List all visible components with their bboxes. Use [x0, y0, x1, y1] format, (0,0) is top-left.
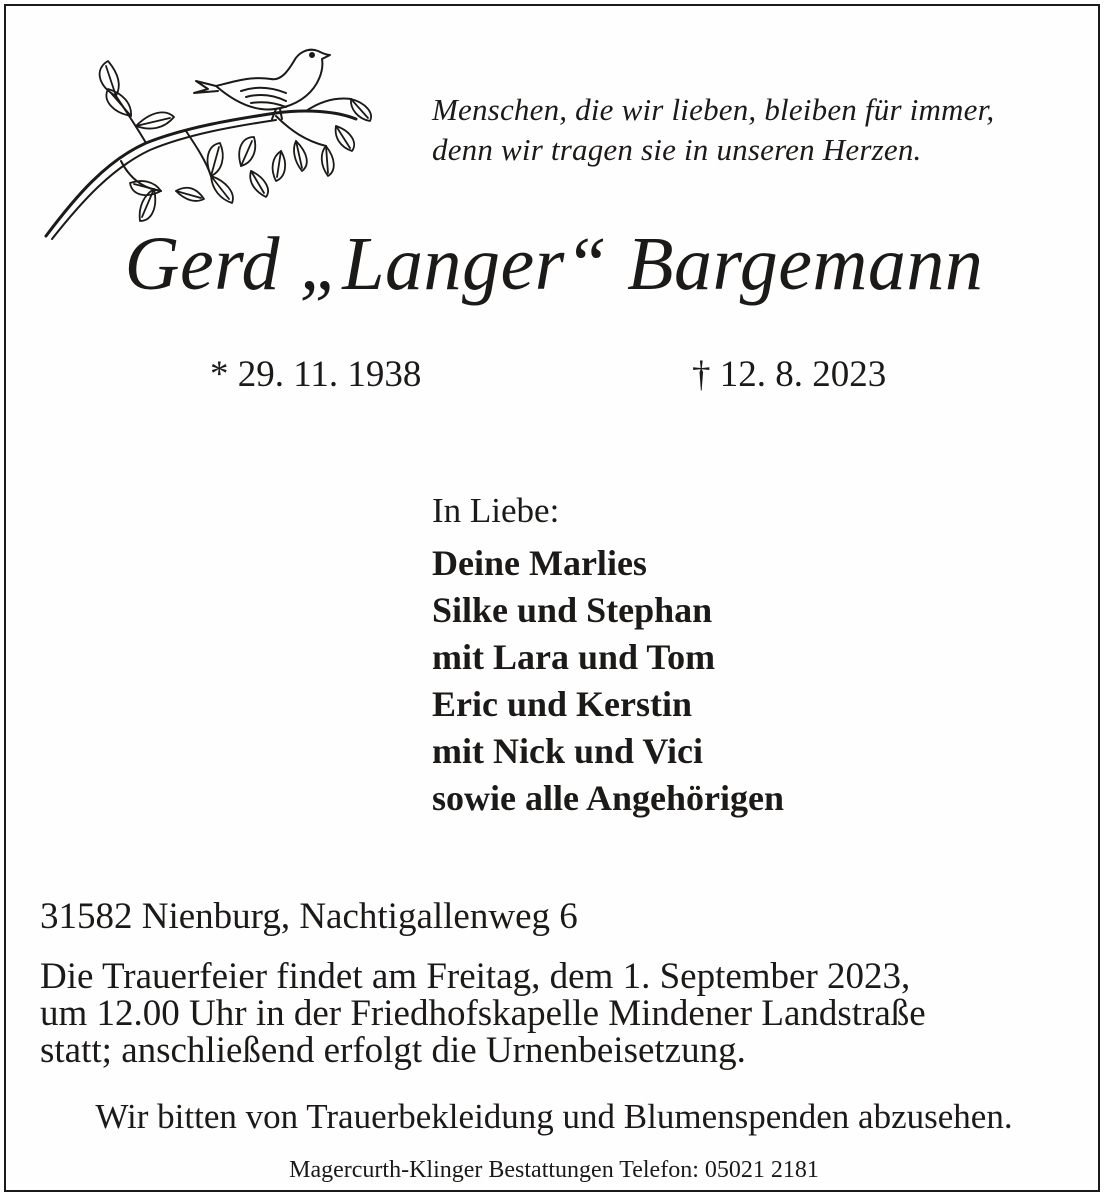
service-line-2: um 12.00 Uhr in der Friedhofskapelle Mindener Landstraße — [40, 993, 926, 1034]
mourners-intro: In Liebe: — [432, 491, 560, 530]
mourner-name: Deine Marlies — [432, 543, 647, 583]
family-address: 31582 Nienburg, Nachtigallenweg 6 — [40, 896, 578, 937]
mourning-request: Wir bitten von Trauerbekleidung und Blumenspenden abzusehen. — [95, 1097, 1013, 1136]
memorial-motto — [432, 90, 994, 170]
birth-date: * 29. 11. 1938 — [210, 354, 422, 395]
mourner-name: Eric und Kerstin — [432, 684, 693, 724]
obituary-frame — [4, 4, 1100, 1192]
funeral-service-details — [40, 958, 926, 1069]
service-line-1: Die Trauerfeier findet am Freitag, dem 1. September 2023, — [40, 956, 911, 997]
mourners-list — [432, 540, 784, 822]
service-line-3: statt; anschließend erfolgt die Urnenbeisetzung. — [40, 1030, 746, 1071]
mourner-name: mit Lara und Tom — [432, 637, 716, 677]
undertaker-contact: Magercurth-Klinger Bestattungen Telefon: 05021 2181 — [289, 1157, 819, 1183]
motto-line-2: denn wir tragen sie in unseren Herzen. — [432, 132, 922, 167]
motto-line-1: Menschen, die wir lieben, bleiben für immer, — [432, 92, 995, 127]
death-date: † 12. 8. 2023 — [692, 354, 887, 395]
deceased-name: Gerd „Langer“ Bargemann — [124, 222, 984, 306]
mourner-name: sowie alle Angehörigen — [432, 778, 784, 818]
mourner-name: Silke und Stephan — [432, 590, 713, 630]
mourner-name: mit Nick und Vici — [432, 731, 704, 771]
